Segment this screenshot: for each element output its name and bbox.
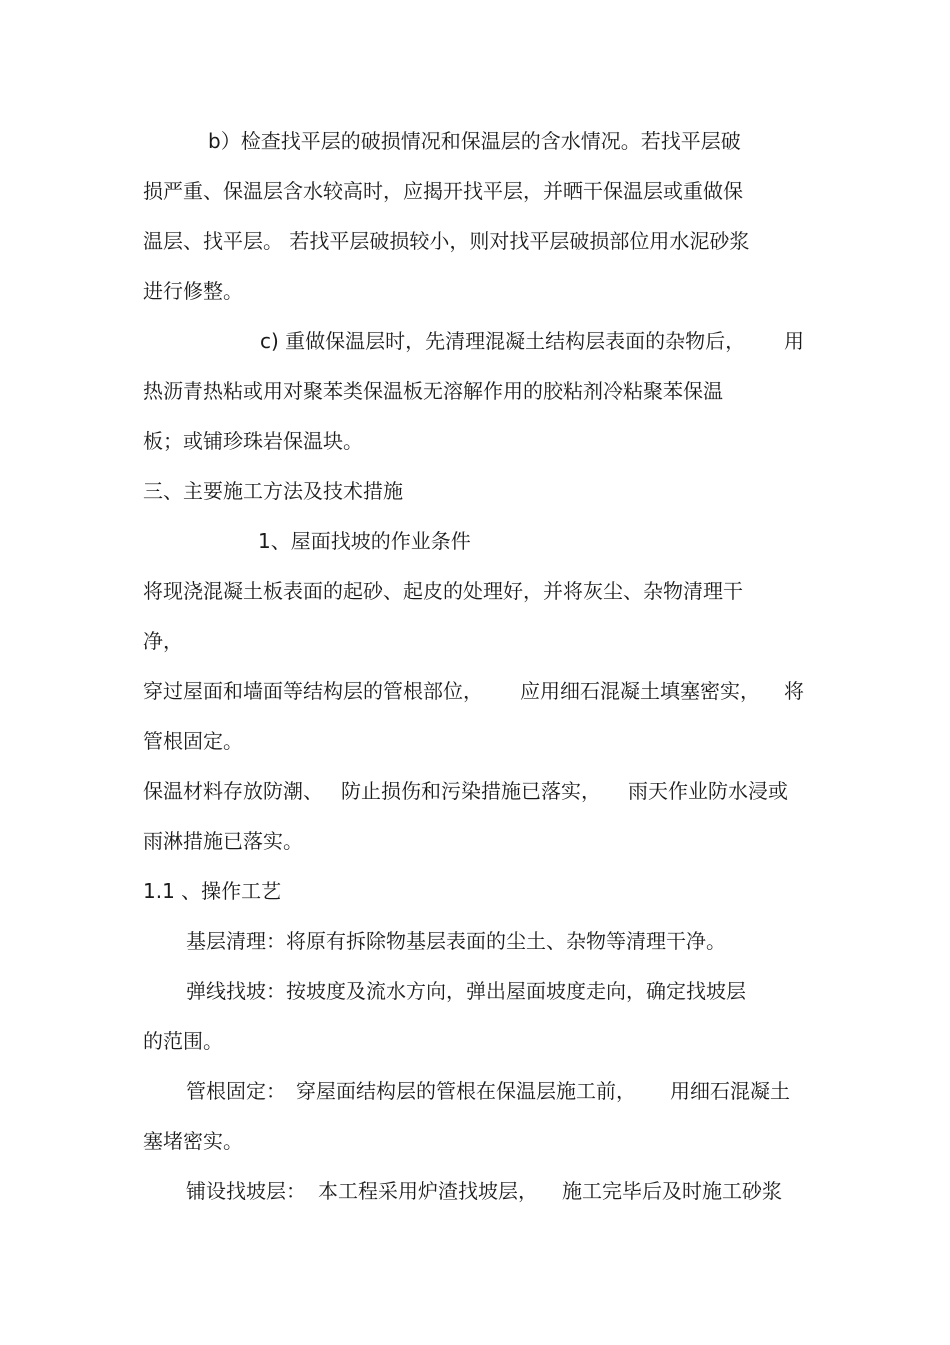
text-line: 进行修整。 [143, 279, 243, 303]
text-line: 保温材料存放防潮、 [143, 779, 323, 803]
text-line: 温层、找平层。 若找平层破损较小，则对找平层破损部位用水泥砂浆 [143, 229, 750, 253]
text-line: 用 [784, 329, 804, 353]
section-heading: 三、主要施工方法及技术措施 [143, 479, 403, 503]
text-line: 的范围。 [143, 1029, 223, 1053]
text-line: 将 [784, 679, 804, 703]
text-line: 应用细石混凝土填塞密实， [520, 679, 760, 703]
text-line: 防止损伤和污染措施已落实， [341, 779, 601, 803]
text-line: 雨淋措施已落实。 [143, 829, 303, 853]
text-line: 铺设找坡层： [186, 1179, 306, 1203]
text-line: c) 重做保温层时，先清理混凝土结构层表面的杂物后， [260, 329, 746, 353]
text-line: 用细石混凝土 [670, 1079, 790, 1103]
text-line: 板；或铺珍珠岩保温块。 [143, 429, 363, 453]
subsection-heading: 1、屋面找坡的作业条件 [258, 529, 471, 553]
text-line: 穿过屋面和墙面等结构层的管根部位， [143, 679, 483, 703]
text-line: 雨天作业防水浸或 [628, 779, 788, 803]
text-line: 损严重、保温层含水较高时，应揭开找平层，并晒干保温层或重做保 [143, 179, 743, 203]
text-line: 本工程采用炉渣找坡层， [318, 1179, 538, 1203]
text-line: 将现浇混凝土板表面的起砂、起皮的处理好，并将灰尘、杂物清理干 [143, 579, 743, 603]
text-line: 基层清理：将原有拆除物基层表面的尘土、杂物等清理干净。 [186, 929, 726, 953]
text-line: b）检查找平层的破损情况和保温层的含水情况。若找平层破 [208, 129, 741, 153]
text-line: 施工完毕后及时施工砂浆 [562, 1179, 782, 1203]
text-line: 弹线找坡：按坡度及流水方向，弹出屋面坡度走向，确定找坡层 [186, 979, 746, 1003]
subsection-heading: 1.1 、操作工艺 [143, 879, 282, 903]
text-line: 塞堵密实。 [143, 1129, 243, 1153]
text-line: 净， [143, 629, 183, 653]
text-line: 热沥青热粘或用对聚苯类保温板无溶解作用的胶粘剂冷粘聚苯保温 [143, 379, 723, 403]
text-line: 管根固定。 [143, 729, 243, 753]
text-line: 管根固定： [186, 1079, 286, 1103]
text-line: 穿屋面结构层的管根在保温层施工前， [296, 1079, 636, 1103]
